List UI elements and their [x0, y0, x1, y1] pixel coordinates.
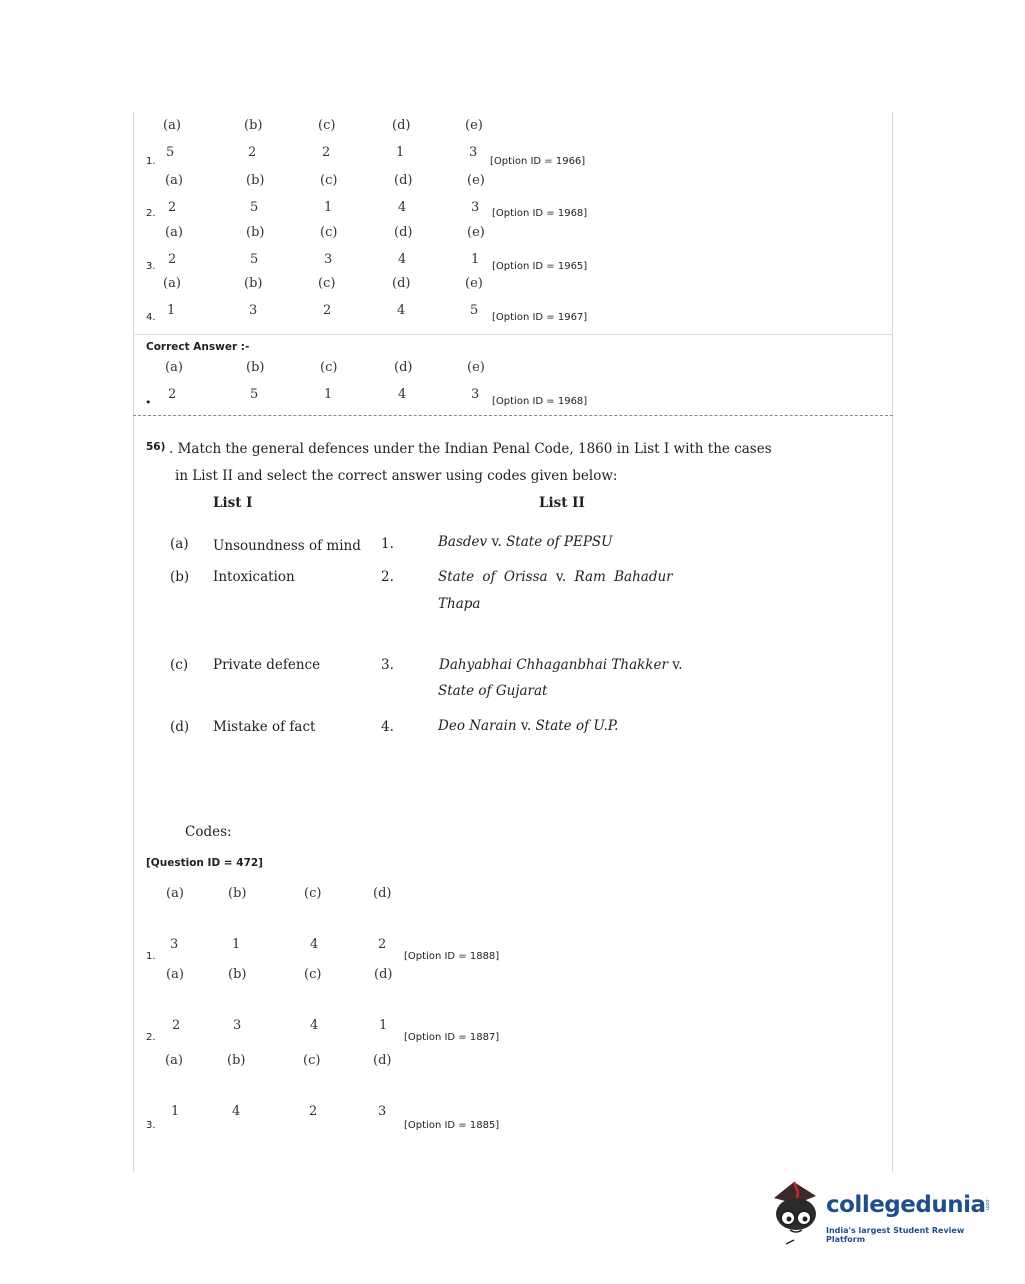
codes-label: Codes:: [185, 824, 232, 840]
item-c-letter: (c): [170, 657, 189, 673]
question-id: [Question ID = 472]: [146, 857, 263, 869]
option-2-header-d: (d): [394, 173, 413, 188]
option-4-header-b: (b): [244, 276, 263, 291]
q56-option-2-value-a: 2: [172, 1018, 181, 1033]
option-2-value-c: 1: [324, 200, 333, 215]
option-4-value-d: 4: [397, 303, 406, 318]
q56-option-1-value-d: 2: [378, 937, 387, 952]
option-1-value-e: 3: [469, 145, 478, 160]
list-1-heading: List I: [213, 495, 253, 511]
option-4-id: [Option ID = 1967]: [492, 312, 588, 323]
q56-option-1-number: 1.: [146, 951, 156, 962]
item-b-text: Intoxication: [213, 569, 295, 585]
q56-option-1-header-d: (d): [373, 886, 392, 901]
option-3-header-d: (d): [394, 225, 413, 240]
option-2-id: [Option ID = 1968]: [492, 208, 588, 219]
q56-option-3-header-a: (a): [165, 1053, 183, 1068]
q56-option-1-header-a: (a): [166, 886, 184, 901]
q56-option-3-value-b: 4: [232, 1104, 241, 1119]
option-4-value-e: 5: [470, 303, 479, 318]
q56-option-3-header-b: (b): [227, 1053, 246, 1068]
option-3-header-e: (e): [467, 225, 485, 240]
correct-value-d: 4: [398, 387, 407, 402]
case-4-number: 4.: [381, 719, 394, 735]
option-3-value-d: 4: [398, 252, 407, 267]
case-2-name: State of Orissa v. Ram Bahadur: [438, 569, 673, 585]
correct-header-d: (d): [394, 360, 413, 375]
q56-option-3-id: [Option ID = 1885]: [404, 1120, 500, 1131]
question-separator: [133, 415, 893, 416]
question-text-line-1: . Match the general defences under the Indian Penal Code, 1860 in List I with the cases: [169, 441, 772, 457]
option-2-value-a: 2: [168, 200, 177, 215]
mascot-icon: [768, 1178, 824, 1248]
correct-value-e: 3: [471, 387, 480, 402]
case-3-name: Dahyabhai Chhaganbhai Thakker v.: [439, 657, 683, 673]
item-b-letter: (b): [170, 569, 190, 585]
q56-option-3-number: 3.: [146, 1120, 156, 1131]
case-1-name: Basdev v. State of PEPSU: [438, 534, 613, 550]
option-1-value-c: 2: [322, 145, 331, 160]
option-1-header-e: (e): [465, 118, 483, 133]
q56-option-3-value-a: 1: [171, 1104, 180, 1119]
correct-header-a: (a): [165, 360, 183, 375]
q56-option-2-number: 2.: [146, 1032, 156, 1043]
correct-value-c: 1: [324, 387, 333, 402]
option-3-value-c: 3: [324, 252, 333, 267]
case-3-number: 3.: [381, 657, 394, 673]
case-2-number: 2.: [381, 569, 394, 585]
option-4-header-c: (c): [318, 276, 336, 291]
item-a-letter: (a): [170, 536, 189, 552]
correct-option-id: [Option ID = 1968]: [492, 396, 588, 407]
option-4-value-c: 2: [323, 303, 332, 318]
option-3-value-b: 5: [250, 252, 259, 267]
q56-option-2-value-c: 4: [310, 1018, 319, 1033]
logo-tagline: India's largest Student Review Platform: [826, 1226, 965, 1244]
case-4-name: Deo Narain v. State of U.P.: [438, 718, 619, 734]
item-c-text: Private defence: [213, 657, 321, 673]
option-4-value-a: 1: [167, 303, 176, 318]
option-1-header-c: (c): [318, 118, 336, 133]
item-d-text: Mistake of fact: [213, 719, 316, 735]
correct-header-b: (b): [246, 360, 265, 375]
option-3-value-a: 2: [168, 252, 177, 267]
q56-option-1-id: [Option ID = 1888]: [404, 951, 500, 962]
case-2-name-cont: Thapa: [438, 596, 481, 612]
option-4-header-d: (d): [392, 276, 411, 291]
q56-option-2-header-b: (b): [228, 967, 247, 982]
item-d-letter: (d): [170, 719, 190, 735]
q56-option-1-value-a: 3: [170, 937, 179, 952]
q56-option-2-header-a: (a): [166, 967, 184, 982]
q56-option-1-header-b: (b): [228, 886, 247, 901]
case-1-number: 1.: [381, 536, 394, 552]
option-4-number: 4.: [146, 312, 156, 323]
option-3-value-e: 1: [471, 252, 480, 267]
option-2-value-d: 4: [398, 200, 407, 215]
option-2-header-c: (c): [320, 173, 338, 188]
option-2-header-b: (b): [246, 173, 265, 188]
option-1-header-a: (a): [163, 118, 181, 133]
correct-value-a: 2: [168, 387, 177, 402]
q56-option-3-header-c: (c): [303, 1053, 321, 1068]
q56-option-2-header-c: (c): [304, 967, 322, 982]
option-1-value-d: 1: [396, 145, 405, 160]
item-a-text: Unsoundness of mind: [213, 538, 361, 554]
divider: [133, 334, 893, 335]
option-1-header-d: (d): [392, 118, 411, 133]
q56-option-1-value-c: 4: [310, 937, 319, 952]
option-1-id: [Option ID = 1966]: [490, 156, 586, 167]
list-2-heading: List II: [539, 495, 585, 511]
option-2-header-a: (a): [165, 173, 183, 188]
correct-answer-label: Correct Answer :-: [146, 341, 250, 353]
option-2-value-b: 5: [250, 200, 259, 215]
case-3-name-cont: State of Gujarat: [438, 683, 548, 699]
page-border-right: [892, 112, 893, 1172]
option-4-header-a: (a): [163, 276, 181, 291]
q56-option-1-value-b: 1: [232, 937, 241, 952]
option-4-header-e: (e): [465, 276, 483, 291]
option-1-header-b: (b): [244, 118, 263, 133]
option-3-header-c: (c): [320, 225, 338, 240]
collegedunia-logo: [768, 1178, 993, 1250]
option-1-value-b: 2: [248, 145, 257, 160]
page-border-left: [133, 112, 134, 1172]
option-1-value-a: 5: [166, 145, 175, 160]
q56-option-2-value-b: 3: [233, 1018, 242, 1033]
option-3-header-a: (a): [165, 225, 183, 240]
option-3-id: [Option ID = 1965]: [492, 261, 588, 272]
option-2-header-e: (e): [467, 173, 485, 188]
q56-option-2-id: [Option ID = 1887]: [404, 1032, 500, 1043]
q56-option-3-value-d: 3: [378, 1104, 387, 1119]
logo-domain: .com: [984, 1198, 990, 1211]
correct-header-e: (e): [467, 360, 485, 375]
option-1-number: 1.: [146, 156, 156, 167]
q56-option-3-value-c: 2: [309, 1104, 318, 1119]
option-2-number: 2.: [146, 208, 156, 219]
option-4-value-b: 3: [249, 303, 258, 318]
option-2-value-e: 3: [471, 200, 480, 215]
correct-header-c: (c): [320, 360, 338, 375]
logo-wordmark: collegedunia: [826, 1192, 986, 1218]
q56-option-1-header-c: (c): [304, 886, 322, 901]
question-number: 56): [146, 441, 166, 453]
q56-option-3-header-d: (d): [373, 1053, 392, 1068]
option-3-header-b: (b): [246, 225, 265, 240]
correct-value-b: 5: [250, 387, 259, 402]
q56-option-2-header-d: (d): [374, 967, 393, 982]
option-3-number: 3.: [146, 261, 156, 272]
question-text-line-2: in List II and select the correct answer using codes given below:: [175, 468, 618, 484]
correct-bullet: •: [145, 396, 152, 409]
q56-option-2-value-d: 1: [379, 1018, 388, 1033]
